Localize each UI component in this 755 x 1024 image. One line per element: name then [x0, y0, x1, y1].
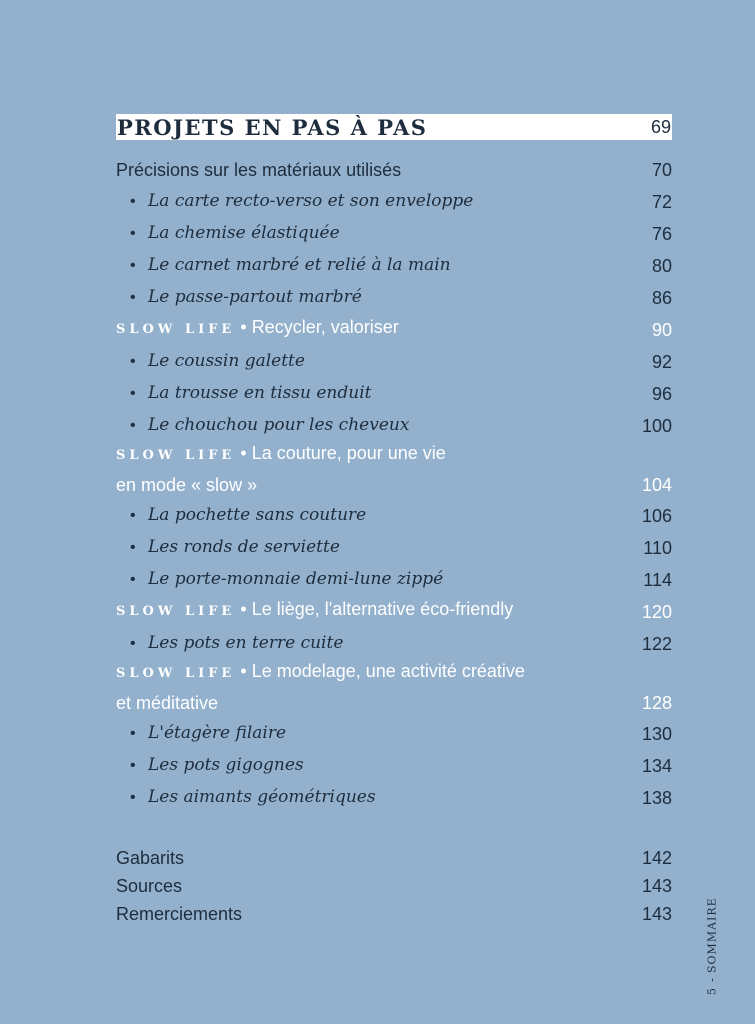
toc-subentry-label: Le porte-monnaie demi-lune zippé [148, 569, 444, 589]
bullet-icon: • [130, 417, 136, 434]
toc-slowlife-entry[interactable] [116, 660, 672, 688]
section-name: SOMMAIRE [705, 897, 719, 974]
toc-entry[interactable] [116, 844, 672, 872]
toc-subentry[interactable] [116, 410, 672, 442]
toc-subentry-label: Le carnet marbré et relié à la main [148, 255, 451, 275]
toc-entry-page: 70 [651, 160, 672, 180]
toc-entry-page: 128 [641, 693, 672, 713]
toc-subentry-label: Les pots gigognes [148, 755, 304, 775]
toc-subentry-label: Les aimants géométriques [148, 787, 376, 807]
section-header [116, 114, 672, 140]
toc-subentry-page: 96 [651, 384, 672, 404]
slowlife-prefix: SLOW LIFE [116, 448, 236, 463]
toc-entry[interactable] [116, 900, 672, 928]
toc-entry-label: La couture, pour une vie [251, 443, 446, 463]
toc-entry-label: en mode « slow » [116, 475, 258, 495]
bullet-icon: • [130, 725, 136, 742]
bullet-icon: • [130, 507, 136, 524]
toc-subentry-page: 114 [643, 570, 672, 590]
toc-entry-label: Le liège, l'alternative éco-friendly [251, 599, 514, 619]
toc-subentry[interactable] [116, 378, 672, 410]
bullet-icon: • [240, 317, 247, 337]
toc-subentry-page: 106 [641, 506, 672, 526]
bullet-icon: • [240, 599, 247, 619]
bullet-icon: • [130, 257, 136, 274]
toc-subentry[interactable] [116, 500, 672, 532]
toc-subentry[interactable] [116, 564, 672, 596]
toc-entry[interactable] [116, 154, 672, 186]
bullet-icon: • [240, 443, 247, 463]
bullet-icon: • [130, 757, 136, 774]
toc-entry-page: 90 [651, 320, 672, 340]
spacer [116, 814, 672, 844]
toc-subentry-page: 72 [651, 192, 672, 212]
toc-subentry-page: 80 [651, 256, 672, 276]
slowlife-prefix: SLOW LIFE [116, 322, 236, 337]
slowlife-prefix: SLOW LIFE [116, 666, 236, 681]
toc-entry-label: Précisions sur les matériaux utilisés [116, 160, 402, 180]
toc-entry[interactable] [116, 872, 672, 900]
toc-subentry-label: Le passe-partout marbré [148, 287, 362, 307]
toc-subentry-page: 134 [641, 756, 672, 776]
toc-subentry-page: 100 [641, 416, 672, 436]
toc-slowlife-entry-continued[interactable] [116, 688, 672, 718]
toc-subentry-page: 110 [643, 538, 672, 558]
toc-entry-label: Sources [116, 876, 183, 896]
bullet-icon: • [130, 193, 136, 210]
toc-subentry-label: La chemise élastiquée [148, 223, 340, 243]
footer-separator: - [705, 977, 719, 983]
toc-entry-label: Remerciements [116, 904, 243, 924]
toc-entry-label: Le modelage, une activité créative [251, 661, 525, 681]
toc-subentry-label: Les ronds de serviette [148, 537, 340, 557]
toc-subentry-label: L'étagère filaire [148, 723, 287, 743]
toc-subentry[interactable] [116, 718, 672, 750]
toc-entry-label: Gabarits [116, 848, 185, 868]
toc-slowlife-entry-continued[interactable] [116, 470, 672, 500]
toc-subentry-page: 130 [641, 724, 672, 744]
toc-subentry-page: 76 [651, 224, 672, 244]
toc-subentry-label: Le coussin galette [148, 351, 305, 371]
toc-subentry[interactable] [116, 628, 672, 660]
toc-subentry-label: La pochette sans couture [148, 505, 367, 525]
toc-subentry-label: Le chouchou pour les cheveux [148, 415, 410, 435]
toc-subentry-label: La trousse en tissu enduit [148, 383, 372, 403]
toc-subentry-label: La carte recto-verso et son enveloppe [148, 191, 474, 211]
toc-subentry[interactable] [116, 782, 672, 814]
toc-entry-page: 104 [641, 475, 672, 495]
bullet-icon: • [130, 385, 136, 402]
bullet-icon: • [130, 289, 136, 306]
toc-entry-page: 143 [641, 876, 672, 896]
toc-subentry-label: Les pots en terre cuite [148, 633, 344, 653]
bullet-icon: • [240, 661, 247, 681]
toc-subentry-page: 138 [641, 788, 672, 808]
toc-subentry[interactable] [116, 750, 672, 782]
toc-slowlife-entry[interactable] [116, 442, 672, 470]
toc-entry-page: 142 [641, 848, 672, 868]
bullet-icon: • [130, 353, 136, 370]
bullet-icon: • [130, 225, 136, 242]
toc-subentry[interactable] [116, 532, 672, 564]
page-number: 5 [705, 987, 719, 995]
toc-entry-label: Recycler, valoriser [251, 317, 399, 337]
toc-subentry[interactable] [116, 346, 672, 378]
toc-entry-page: 120 [641, 602, 672, 622]
bullet-icon: • [130, 571, 136, 588]
toc-subentry-page: 92 [651, 352, 672, 372]
section-page: 69 [650, 116, 671, 137]
toc-subentry-page: 122 [641, 634, 672, 654]
section-title: PROJETS EN PAS À PAS [117, 114, 428, 140]
toc-subentry[interactable] [116, 282, 672, 314]
bullet-icon: • [130, 635, 136, 652]
toc-entry-label: et méditative [116, 693, 219, 713]
table-of-contents [116, 114, 672, 928]
toc-entry-page: 143 [641, 904, 672, 924]
toc-subentry[interactable] [116, 218, 672, 250]
toc-slowlife-entry[interactable] [116, 596, 672, 628]
slowlife-prefix: SLOW LIFE [116, 604, 236, 619]
bullet-icon: • [130, 789, 136, 806]
toc-subentry-page: 86 [651, 288, 672, 308]
toc-slowlife-entry[interactable] [116, 314, 672, 346]
toc-subentry[interactable] [116, 250, 672, 282]
page-footer [700, 880, 724, 995]
toc-subentry[interactable] [116, 186, 672, 218]
bullet-icon: • [130, 539, 136, 556]
